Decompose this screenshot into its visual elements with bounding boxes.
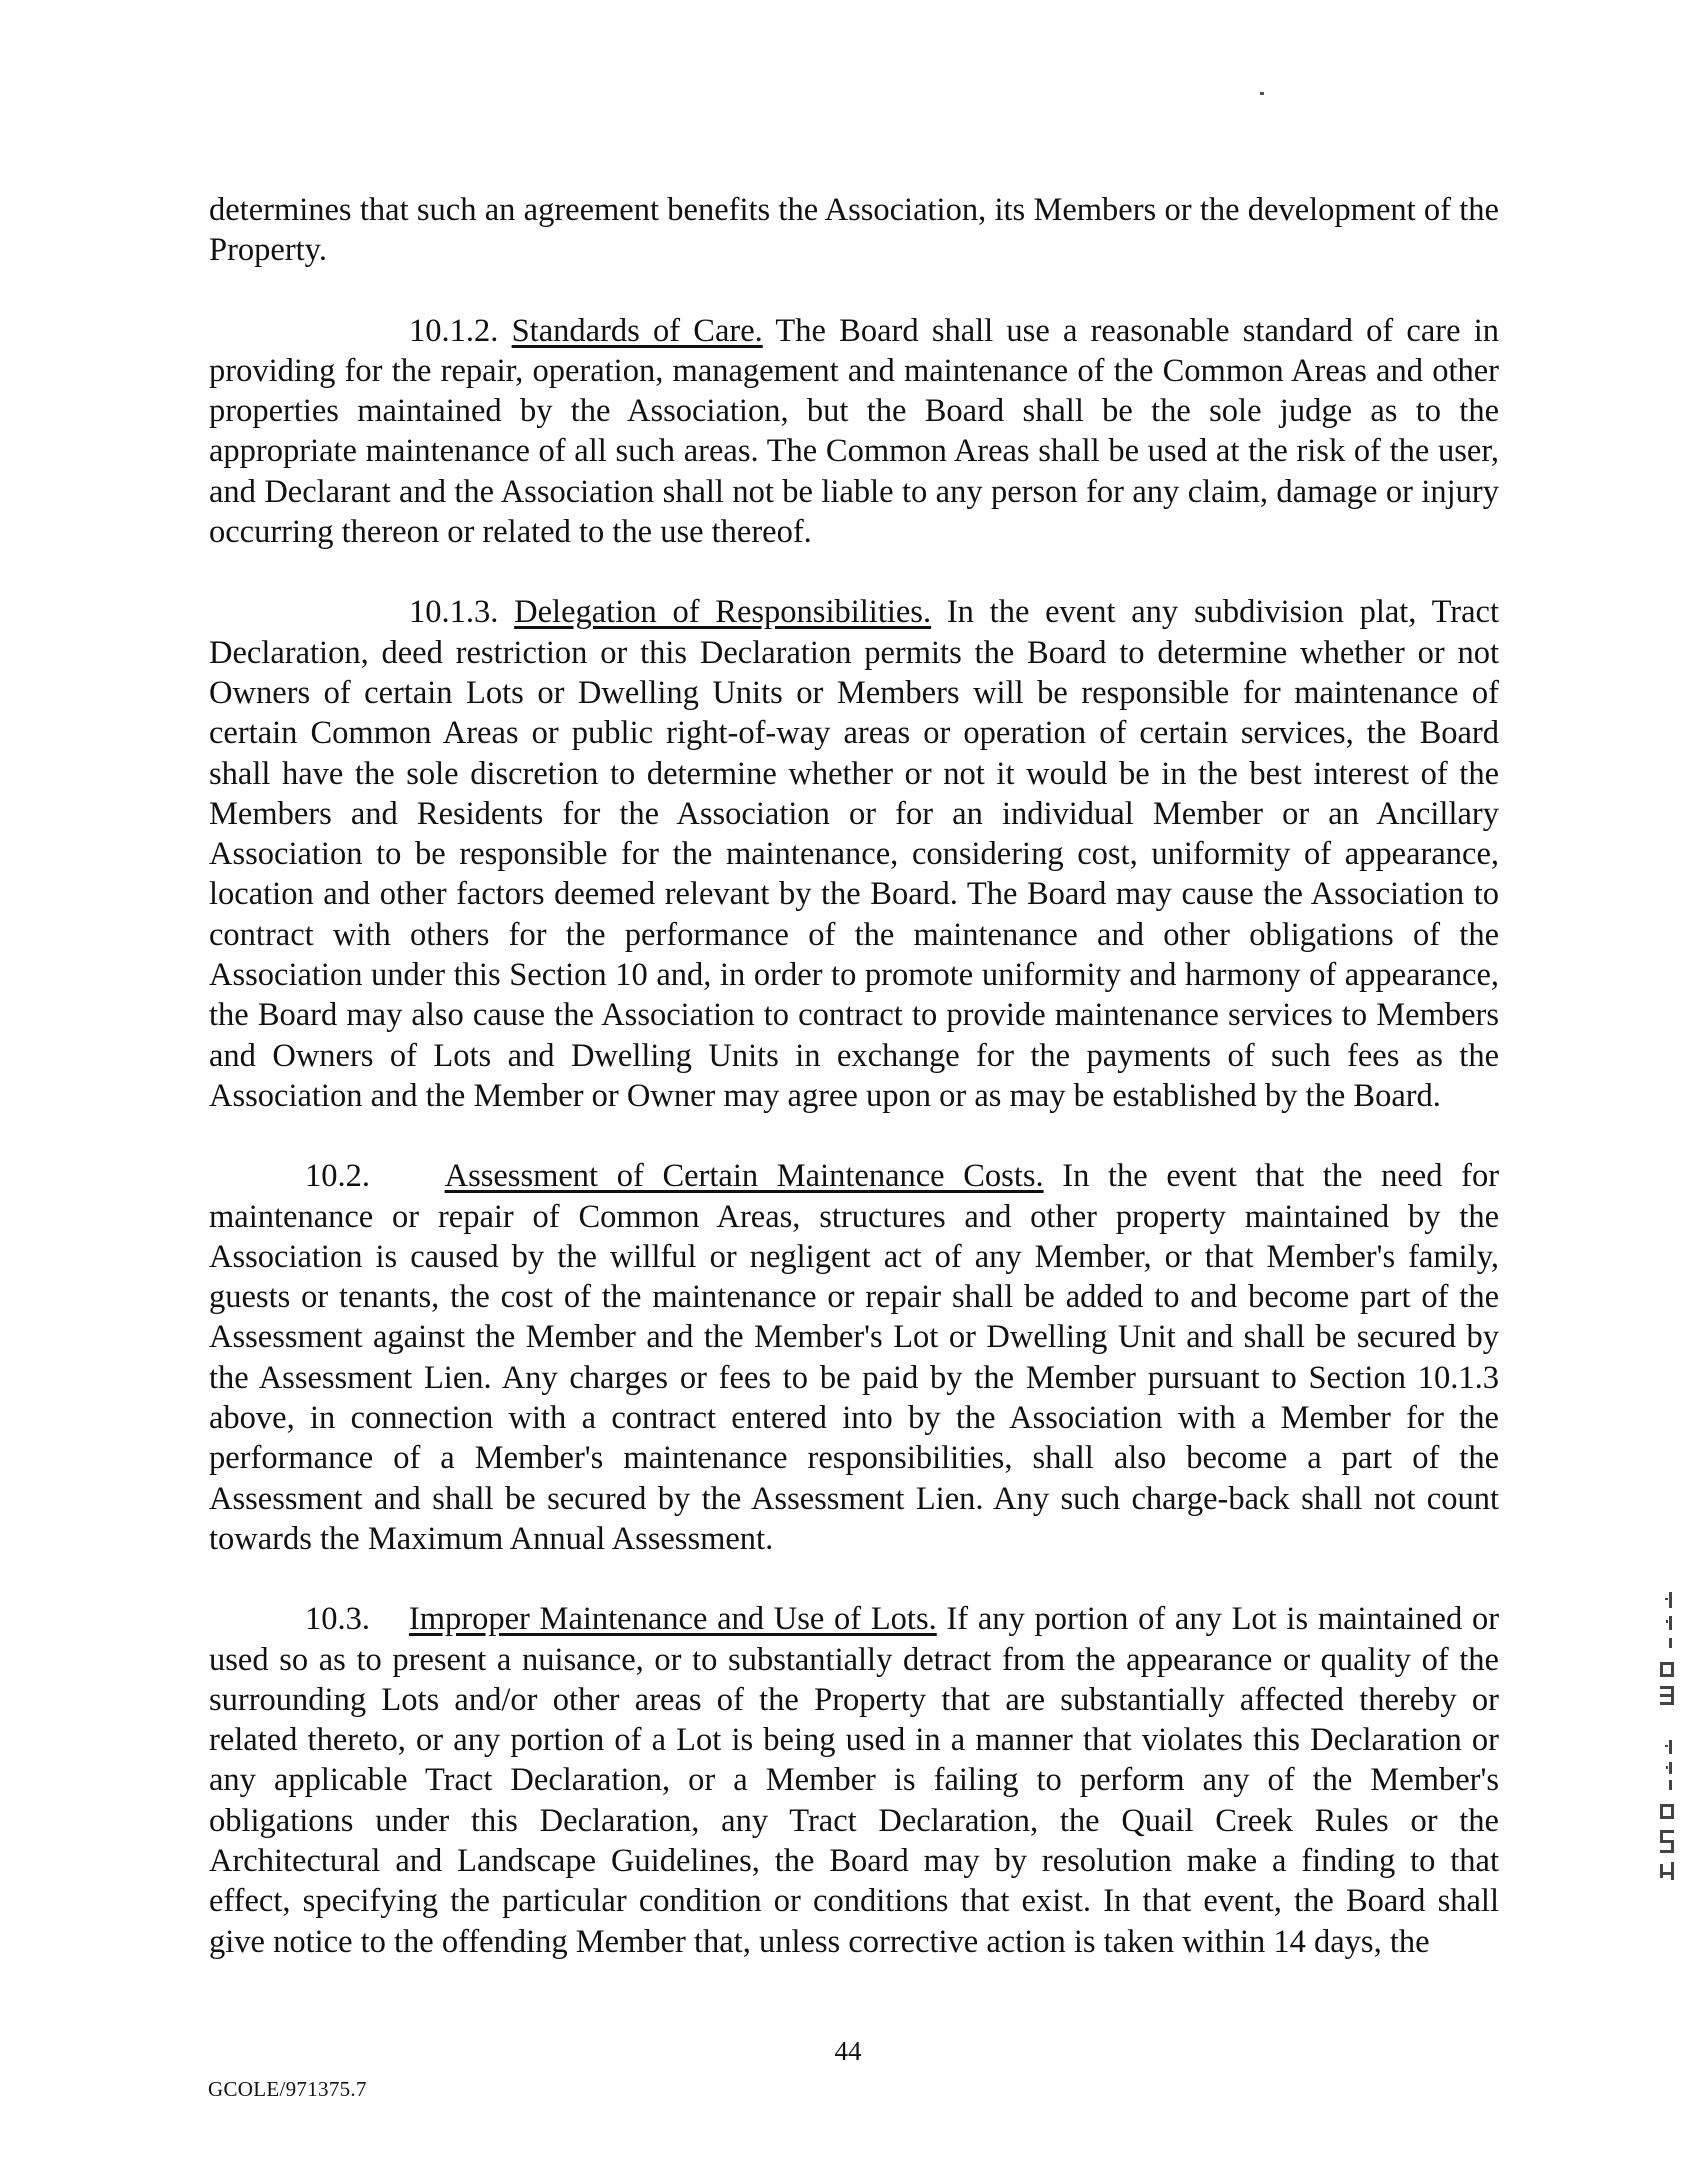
document-id: GCOLE/971375.7 xyxy=(208,2077,367,2101)
section-heading: Improper Maintenance and Use of Lots. xyxy=(408,1601,937,1638)
section-heading: Delegation of Responsibilities. xyxy=(514,594,932,631)
section-number: 10.3. xyxy=(305,1601,370,1638)
body-text xyxy=(209,190,1499,2002)
section-number: 10.1.2. xyxy=(409,312,499,349)
section-10-1-3 xyxy=(209,592,1499,1116)
paragraph-continuation: determines that such an agreement benefits the Association, its Members or the development of the Property. xyxy=(209,192,1499,269)
section-text: The Board shall use a reasonable standard of care in providing for the repair, operation, management and maintenance of the Common Areas and other properties maintained by the Association, but the Board shall be the sole judge as to the appropriate maintenance of all such areas. The Common Areas shall be used at the risk of the user, and Declarant and the Association shall not be liable to any person for any claim, damage or injury occurring thereon or related to the use thereof. xyxy=(209,312,1499,551)
section-10-3 xyxy=(209,1599,1499,1962)
section-10-2 xyxy=(209,1156,1499,1559)
section-number: 10.2. xyxy=(305,1158,370,1195)
section-number: 10.1.3. xyxy=(409,594,499,631)
section-text: In the event any subdivision plat, Tract Declaration, deed restriction or this Declaration permits the Board to determine whether or not Owners of certain Lots or Dwelling Units or Members will be responsible for maintenance of certain Common Areas or public right-of-way areas or operation of certain services, the Board shall have the sole discretion to determine whether or not it would be in the best interest of the Members and Residents for the Association or for an individual Member or an Ancillary Association to be responsible for the maintenance, considering cost, uniformity of appearance, location and other factors deemed relevant by the Board. The Board may cause the Association to contract with others for the performance of the maintenance and other obligations of the Association under this Section 10 and, in order to promote uniformity and harmony of appearance, the Board may also cause the Association to contract to provide maintenance services to Members and Owners of Lots and Dwelling Units in exchange for the payments of such fees as the Association and the Member or Owner may agree upon or as may be established by the Board. xyxy=(209,594,1500,1114)
section-heading: Assessment of Certain Maintenance Costs. xyxy=(444,1158,1044,1195)
section-10-1-2 xyxy=(209,311,1499,553)
section-text: In the event that the need for maintenance or repair of Common Areas, structures and other property maintained by the Association is caused by the willful or negligent act of any Member, or that Member's family, guests or tenants, the cost of the maintenance or repair shall be added to and become part of the Assessment against the Member and the Member's Lot or Dwelling Unit and shall be secured by the Assessment Lien. Any charges or fees to be paid by the Member pursuant to Section 10.1.3 above, in connection with a contract entered into by the Association with a Member for the performance of a Member's maintenance responsibilities, shall also become a part of the Assessment and shall be secured by the Assessment Lien. Any such charge-back shall not count towards the Maximum Annual Assessment. xyxy=(209,1158,1500,1557)
section-text: If any portion of any Lot is maintained or used so as to present a nuisance, or to substantially detract from the appearance or quality of the surrounding Lots and/or other areas of the Property that are substantially affected thereby or related thereto, or any portion of a Lot is being used in a manner that violates this Declaration or any applicable Tract Declaration, or a Member is failing to perform any of the Member's obligations under this Declaration, any Tract Declaration, the Quail Creek Rules or the Architectural and Landscape Guidelines, the Board may by resolution make a finding to that effect, specifying the particular condition or conditions that exist. In that event, the Board shall give notice to the offending Member that, unless corrective action is taken within 14 days, the xyxy=(209,1601,1500,1960)
scan-mark xyxy=(1260,92,1264,95)
page-number: 44 xyxy=(834,2036,862,2066)
recording-stamp xyxy=(1648,1590,1680,1890)
section-heading: Standards of Care. xyxy=(511,312,763,349)
